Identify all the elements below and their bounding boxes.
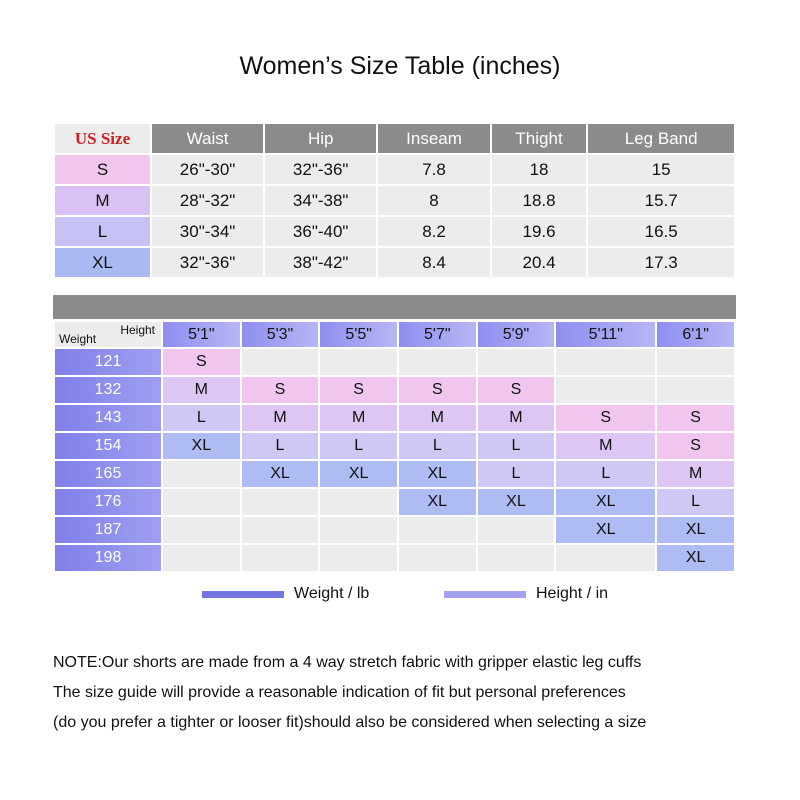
weight-label: 132 [55, 377, 161, 403]
weight-label: 143 [55, 405, 161, 431]
height-header: 5'1" [163, 322, 240, 347]
table-row [55, 155, 734, 184]
size-cell [399, 517, 476, 543]
size-cell: M [242, 405, 319, 431]
size-cell [657, 349, 734, 375]
table-cell: 16.5 [588, 217, 734, 246]
size-cell: M [556, 433, 655, 459]
table-row [55, 405, 734, 431]
size-cell [242, 517, 319, 543]
size-cell: XL [478, 489, 555, 515]
height-legend-label: Height / in [536, 585, 609, 602]
size-cell: L [478, 461, 555, 487]
size-cell: L [556, 461, 655, 487]
size-cell: XL [399, 489, 476, 515]
size-cell: L [320, 433, 397, 459]
height-legend-swatch [444, 591, 526, 598]
weight-label: 198 [55, 545, 161, 571]
size-cell [399, 349, 476, 375]
size-cell: M [320, 405, 397, 431]
size-cell [163, 461, 240, 487]
table-cell: 26"-30" [152, 155, 263, 184]
fit-chart-header-row [55, 322, 734, 347]
size-cell: M [399, 405, 476, 431]
table-cell: 17.3 [588, 248, 734, 277]
table-cell: 36"-40" [265, 217, 376, 246]
fit-chart-body [55, 349, 734, 571]
weight-legend-label: Weight / lb [294, 585, 370, 602]
size-cell: L [163, 405, 240, 431]
height-header: 5'11" [556, 322, 655, 347]
fit-chart-table [53, 320, 736, 573]
size-cell [163, 545, 240, 571]
table-row [55, 248, 734, 277]
size-cell [556, 545, 655, 571]
table-cell: 32"-36" [152, 248, 263, 277]
size-label: M [55, 186, 150, 215]
size-cell: M [163, 377, 240, 403]
weight-label: 176 [55, 489, 161, 515]
column-header-leg-band: Leg Band [588, 124, 734, 153]
size-cell: S [163, 349, 240, 375]
size-cell: XL [657, 517, 734, 543]
table-cell: 30"-34" [152, 217, 263, 246]
table-cell: 18.8 [492, 186, 587, 215]
page-title: Women’s Size Table (inches) [239, 52, 561, 80]
table-row [55, 377, 734, 403]
table-row [55, 349, 734, 375]
section-divider [53, 295, 736, 319]
size-cell: L [399, 433, 476, 459]
table-cell: 28"-32" [152, 186, 263, 215]
column-header-waist: Waist [152, 124, 263, 153]
note-line: NOTE:Our shorts are made from a 4 way stretch fabric with gripper elastic leg cuffs [53, 654, 642, 671]
table-cell: 8.2 [378, 217, 490, 246]
table-row [55, 186, 734, 215]
weight-label: 121 [55, 349, 161, 375]
size-cell: XL [399, 461, 476, 487]
size-label: L [55, 217, 150, 246]
size-cell: XL [320, 461, 397, 487]
size-cell [320, 545, 397, 571]
weight-legend-swatch [202, 591, 284, 598]
height-header: 5'3" [242, 322, 319, 347]
size-cell [320, 517, 397, 543]
size-cell: S [657, 405, 734, 431]
table-row [55, 517, 734, 543]
table-cell: 19.6 [492, 217, 587, 246]
size-cell [320, 489, 397, 515]
size-cell: S [657, 433, 734, 459]
measurement-table [53, 122, 736, 279]
table-cell: 32"-36" [265, 155, 376, 184]
weight-height-corner [55, 322, 161, 347]
table-cell: 15.7 [588, 186, 734, 215]
size-cell: S [242, 377, 319, 403]
size-cell: L [478, 433, 555, 459]
table-cell: 7.8 [378, 155, 490, 184]
height-header: 6'1" [657, 322, 734, 347]
size-cell: S [399, 377, 476, 403]
weight-label: 165 [55, 461, 161, 487]
size-cell: XL [657, 545, 734, 571]
size-cell: XL [556, 517, 655, 543]
size-cell [163, 489, 240, 515]
size-cell: S [320, 377, 397, 403]
table-cell: 8.4 [378, 248, 490, 277]
table-cell: 20.4 [492, 248, 587, 277]
table-row [55, 217, 734, 246]
weight-axis-label: Weight [59, 332, 97, 346]
size-cell: XL [163, 433, 240, 459]
size-cell [320, 349, 397, 375]
size-label: S [55, 155, 150, 184]
table-cell: 38"-42" [265, 248, 376, 277]
table-row [55, 489, 734, 515]
size-cell [478, 349, 555, 375]
height-header: 5'9" [478, 322, 555, 347]
size-cell [556, 377, 655, 403]
size-cell: S [556, 405, 655, 431]
size-cell: XL [242, 461, 319, 487]
size-label: XL [55, 248, 150, 277]
weight-label: 154 [55, 433, 161, 459]
size-cell: L [657, 489, 734, 515]
size-cell: M [657, 461, 734, 487]
size-cell: XL [556, 489, 655, 515]
height-header: 5'7" [399, 322, 476, 347]
table-cell: 8 [378, 186, 490, 215]
measurement-header-row [55, 124, 734, 153]
size-cell: M [478, 405, 555, 431]
us-size-header: US Size [55, 124, 150, 153]
size-cell [556, 349, 655, 375]
legend-height [444, 585, 644, 605]
size-cell [657, 377, 734, 403]
weight-label: 187 [55, 517, 161, 543]
legend-weight [202, 585, 402, 605]
table-row [55, 545, 734, 571]
note-line: The size guide will provide a reasonable indication of fit but personal preferences [53, 684, 626, 701]
table-cell: 34"-38" [265, 186, 376, 215]
size-cell [242, 489, 319, 515]
column-header-inseam: Inseam [378, 124, 490, 153]
size-cell: S [478, 377, 555, 403]
note-line: (do you prefer a tighter or looser fit)should also be considered when selecting a size [53, 714, 647, 731]
table-cell: 15 [588, 155, 734, 184]
size-cell [399, 545, 476, 571]
size-cell: L [242, 433, 319, 459]
size-cell [478, 517, 555, 543]
table-cell: 18 [492, 155, 587, 184]
size-cell [242, 349, 319, 375]
table-row [55, 461, 734, 487]
table-row [55, 433, 734, 459]
size-cell [163, 517, 240, 543]
column-header-hip: Hip [265, 124, 376, 153]
size-cell [478, 545, 555, 571]
column-header-thight: Thight [492, 124, 587, 153]
height-header: 5'5" [320, 322, 397, 347]
size-cell [242, 545, 319, 571]
height-axis-label: Height [120, 323, 155, 337]
